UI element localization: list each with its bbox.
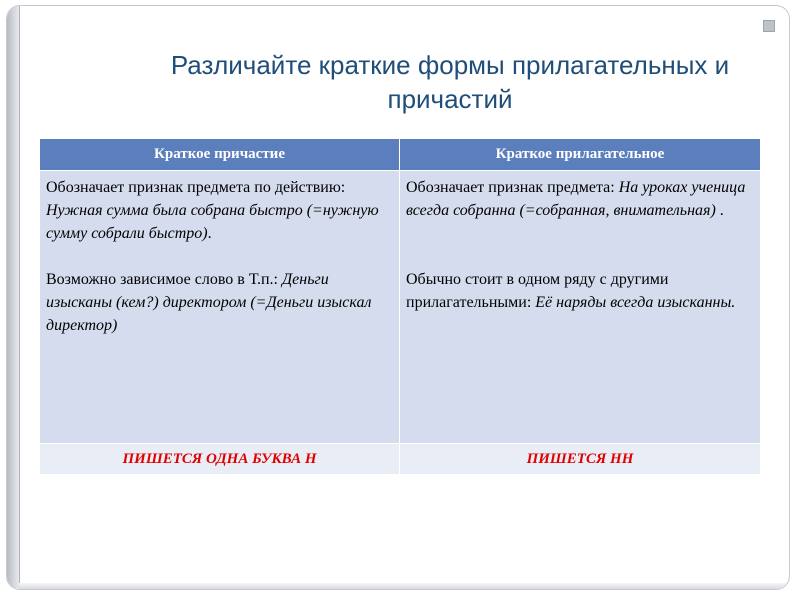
slide-title: [100, 48, 800, 116]
slide-title-line-1: Различайте краткие формы прилагательных и: [170, 50, 730, 80]
participle-rule-2: Возможно зависимое слово в Т.п.:: [46, 271, 282, 288]
participle-example-2: Деньги изысканы (кем?) директором (=Деньги изыскал директор): [46, 271, 372, 334]
slide-corner-mark: [763, 20, 775, 32]
participle-paragraph-2: [46, 268, 394, 337]
header-short-adjective: Краткое прилагательное: [400, 139, 761, 171]
adjective-description-cell: [400, 171, 761, 444]
adjective-paragraph-2: [406, 268, 755, 314]
participle-description-cell: [40, 171, 400, 444]
adjective-paragraph-1: [406, 176, 755, 222]
adjective-example-2: Её наряды всегда изысканны.: [535, 294, 736, 311]
table-footer-row: [40, 444, 761, 475]
slide-bottom-line: [19, 583, 789, 589]
slide-title-line-2: причастий: [387, 84, 513, 114]
participle-example-1: Нужная сумма была собрана быстро (=нужную сумму собрали быстро): [46, 202, 379, 242]
table-body-row: [40, 171, 761, 444]
table-header-row: [40, 139, 761, 171]
participle-rule-1: Обозначает признак предмета по действию:: [46, 179, 346, 196]
participle-paragraph-1: [46, 176, 394, 245]
slide-left-band: [7, 6, 20, 589]
adjective-spelling-rule: ПИШЕТСЯ НН: [400, 444, 761, 475]
adjective-rule-1: Обозначает признак предмета:: [406, 179, 619, 196]
adjective-example-1: На уроках ученица всегда собранна (=собранная, внимательная): [406, 179, 746, 219]
participle-rule-1-end: .: [207, 225, 212, 242]
header-short-participle: Краткое причастие: [40, 139, 400, 171]
participle-spelling-rule: ПИШЕТСЯ ОДНА БУКВА Н: [40, 444, 400, 475]
adjective-rule-1-end: .: [715, 202, 724, 219]
comparison-table: [39, 138, 761, 475]
adjective-rule-2: Обычно стоит в одном ряду с другими прилагательными:: [406, 271, 669, 311]
